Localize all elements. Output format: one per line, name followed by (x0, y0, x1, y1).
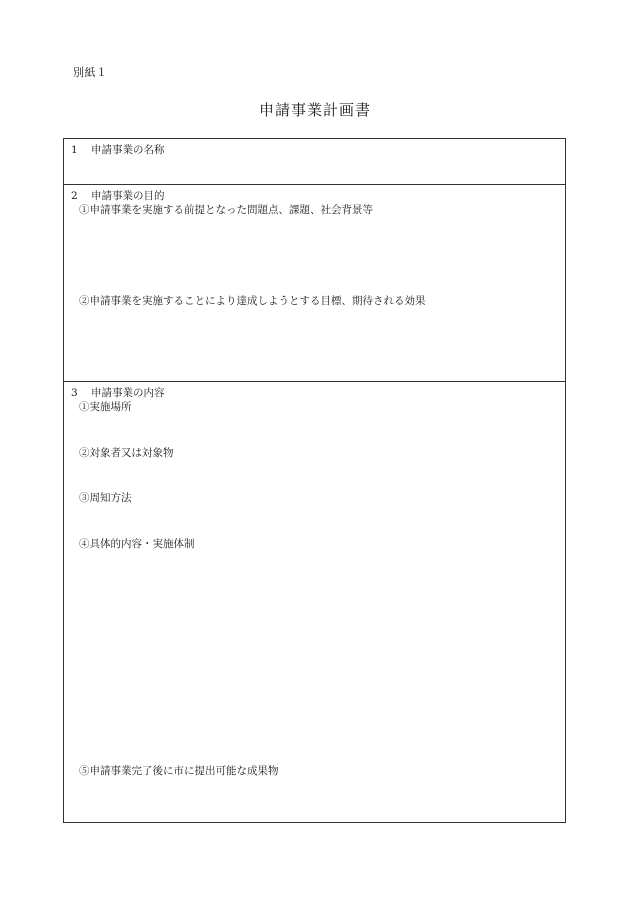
section-project-content (64, 381, 565, 822)
purpose-item-goals: ②申請事業を実施することにより達成しようとする目標、期待される効果 (79, 295, 426, 307)
section-number: 3 (71, 387, 78, 399)
section-heading (71, 188, 165, 203)
document-title: 申請事業計画書 (258, 101, 371, 119)
section-title: 申請事業の名称 (91, 144, 165, 156)
section-title: 申請事業の目的 (91, 190, 165, 202)
content-item-location: ①実施場所 (79, 401, 132, 413)
section-project-name (64, 139, 565, 184)
section-project-purpose (64, 184, 565, 381)
content-item-deliverables: ⑤申請事業完了後に市に提出可能な成果物 (79, 765, 279, 777)
section-heading (71, 142, 165, 157)
purpose-item-background: ①申請事業を実施する前提となった問題点、課題、社会背景等 (79, 204, 373, 216)
section-title: 申請事業の内容 (91, 387, 165, 399)
annex-label: 別紙１ (73, 66, 108, 79)
content-item-target: ②対象者又は対象物 (79, 447, 174, 459)
content-item-publicity: ③周知方法 (79, 492, 132, 504)
section-heading (71, 385, 165, 400)
plan-form-table (63, 138, 566, 823)
section-number: 2 (71, 190, 78, 202)
section-number: 1 (71, 144, 78, 156)
content-item-details: ④具体的内容・実施体制 (79, 538, 195, 550)
